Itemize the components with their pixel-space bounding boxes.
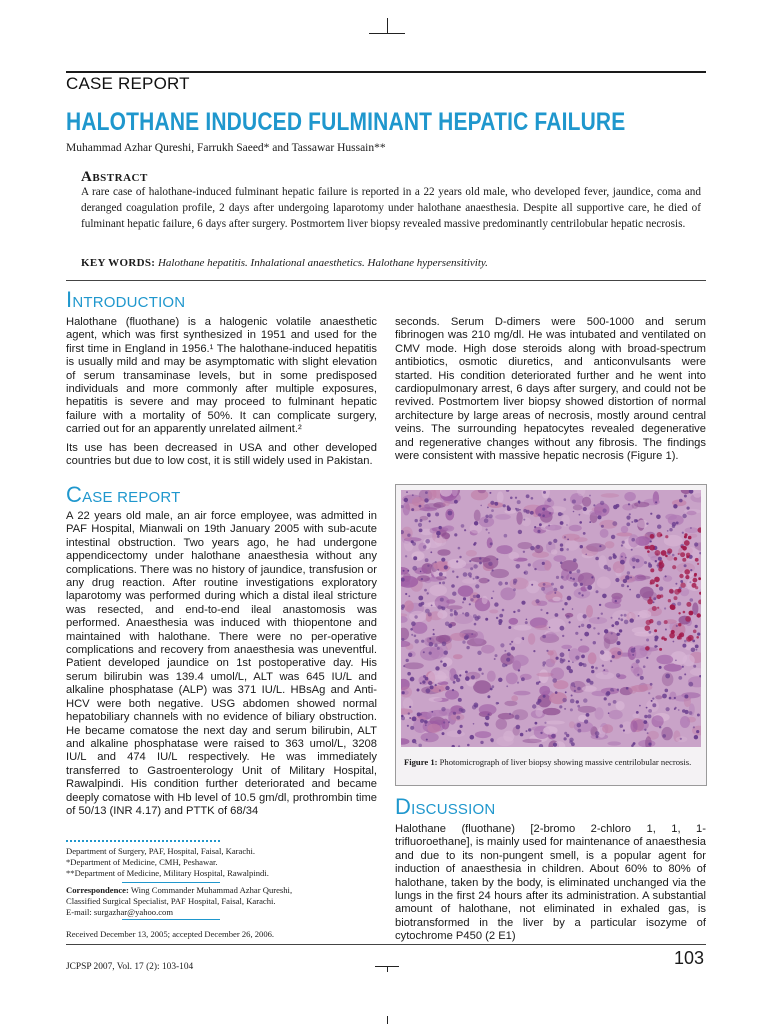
correspondence-email: E-mail: surgazhar@yahoo.com	[66, 907, 174, 917]
correspondence-line: Classified Surgical Specialist, PAF Hospital, Faisal, Karachi.	[66, 896, 276, 906]
page-number: 103	[674, 948, 705, 968]
paragraph: seconds. Serum D-dimers were 500-1000 and serum fibrinogen was 210 mg/dl. He was intubated and ventilated on CMV mode. High dose steroids along with broad-spectrum antibiotics, osmotic diuretics, and anticonvulsants were started. His condition deteriorated further and he went into cardiopulmonary arrest, 6 days after surgery, and could not be revived. Postmortem liver biopsy showed distortion of normal architecture by large areas of necrosis, mostly around central veins. The surrounding hepatocytes revealed degenerative and regenerative changes without any fibrosis. The findings were consistent with massive hepatic necrosis (Figure 1).	[395, 316, 706, 463]
keywords-label: KEY WORDS:	[81, 257, 156, 269]
crop-mark	[387, 966, 388, 972]
heading-initial: D	[395, 794, 412, 819]
case-report-heading	[66, 482, 181, 508]
paragraph: Halothane (fluothane) [2-bromo 2-chloro 1, 1, 1-trifluoroethane], is mainly used for maintenance of anaesthesia and due to its non-pungent smell, is a popular agent for induction of anaesthesia in children. About 60% to 80% of halothane, taken by the body, is eliminated unchanged via the lungs in the first 24 hours after its administration. A substantial amount of halothane, not eliminated in exhaled gas, is biotransformed in the liver by a particular isozyme of cytochrome P450 (2 E1)	[395, 823, 706, 943]
figure-1	[395, 484, 707, 786]
case-report-continuation	[395, 316, 706, 468]
affiliations	[66, 846, 386, 879]
keywords-list: Halothane hepatitis. Inhalational anaesthetics. Halothane hypersensitivity.	[157, 257, 488, 269]
abstract-heading-rest: BSTRACT	[92, 172, 148, 184]
case-report-body	[66, 510, 377, 823]
footer-rule	[66, 944, 706, 945]
crop-mark	[387, 18, 388, 34]
figure-caption	[404, 757, 700, 768]
heading-rest: ISCUSSION	[411, 801, 496, 818]
section-label: CASE REPORT	[66, 74, 190, 93]
correspondence-line: Wing Commander Muhammad Azhar Qureshi,	[130, 885, 293, 895]
abstract-rule	[66, 280, 706, 281]
introduction-heading	[66, 287, 185, 313]
journal-reference: JCPSP 2007, Vol. 17 (2): 103-104	[66, 962, 194, 972]
received-dates: Received December 13, 2005; accepted December 26, 2006.	[66, 929, 275, 939]
discussion-heading	[395, 794, 495, 820]
discussion-body	[395, 823, 706, 949]
keywords	[81, 257, 488, 269]
affiliation-line: **Department of Medicine, Military Hospital, Rawalpindi.	[66, 868, 269, 878]
paragraph: Halothane (fluothane) is a halogenic volatile anaesthetic agent, which was first synthesized in 1951 and used for the first time in England in 1956.¹ The halothane-induced hepatitis is usually mild and may be asymptomatic with slight elevation of serum transaminase levels, but in some predisposed individuals and more commonly after multiple exposures, hepatitis is severe and may proceed to fulminant hepatic failure with a mortality of 50%. It can complicate surgery, carried out for an apparently unrelated ailment.²	[66, 316, 377, 436]
heading-initial: I	[66, 287, 73, 312]
paragraph: A 22 years old male, an air force employee, was admitted in PAF Hospital, Mianwali on 19th January 2005 with sub-acute intestinal obstruction. Two years ago, he had undergone appendicectomy under halothane anaesthesia without any complications. There was no history of jaundice, transfusion or any drug reaction. After routine investigations exploratory laparotomy was performed during which a distal ileal stricture was resected, and end-to-end ileal anastomosis was performed. Anaesthesia was induced with thiopentone and maintained with halothane. There were no per-operative complications and recovery from anaesthesia was uneventful. Patient developed jaundice on 1st postoperative day. His serum bilirubin was 139.4 umol/L, ALT was 645 IU/L and alkaline phosphatase (ALP) was 371 IU/L. HBsAg and Anti-HCV were both negative. USG abdomen showed normal hepatobiliary channels with no evidence of biliary obstruction. He became comatose the next day and serum bilirubin, ALT and alkaline phosphatase were raised to 363 umol/L, 3208 IU/L and 474 IU/L respectively. He was immediately transferred to Gastroenterology Unit of Military Hospital, Rawalpindi. His condition further deteriorated and became deeply comatose with Hb level of 10.5 gm/dl, prothrombin time of 50/13 (INR 4.17) and PTTK of 68/34	[66, 510, 377, 817]
affiliation-line: Department of Surgery, PAF, Hospital, Faisal, Karachi.	[66, 846, 255, 856]
crop-mark	[369, 33, 405, 34]
figure-caption-text: Photomicrograph of liver biopsy showing massive centrilobular necrosis.	[439, 757, 692, 767]
author-list: Muhammad Azhar Qureshi, Farrukh Saeed* and Tassawar Hussain**	[66, 142, 386, 154]
heading-initial: C	[66, 482, 83, 507]
footnote-separator	[66, 840, 220, 842]
affiliation-line: *Department of Medicine, CMH, Peshawar.	[66, 857, 218, 867]
introduction-body	[66, 316, 377, 473]
abstract-heading-initial: A	[81, 169, 93, 185]
correspondence	[66, 885, 386, 918]
abstract-text: A rare case of halothane-induced fulminant hepatic failure is reported in a 22 years old male, who developed fever, jaundice, coma and deranged coagulation profile, 2 days after undergoing laparotomy under halothane anaesthesia. Despite all supportive care, he died of fulminant hepatic failure, 6 days after surgery. Postmortem liver biopsy revealed massive predominantly centrilobular hepatic necrosis.	[81, 186, 701, 230]
figure-label: Figure 1:	[404, 757, 438, 767]
correspondence-label: Correspondence:	[66, 885, 129, 895]
heading-rest: ASE REPORT	[82, 489, 181, 506]
liver-biopsy-micrograph	[401, 490, 701, 747]
footnote-rule	[122, 919, 220, 920]
crop-mark	[387, 1016, 388, 1024]
top-rule	[66, 71, 706, 73]
paragraph: Its use has been decreased in USA and other developed countries but due to low cost, it is still widely used in Pakistan.	[66, 441, 377, 468]
footnote-rule	[122, 882, 220, 883]
heading-rest: NTRODUCTION	[72, 294, 186, 311]
article-title: HALOTHANE INDUCED FULMINANT HEPATIC FAILURE	[66, 108, 626, 136]
